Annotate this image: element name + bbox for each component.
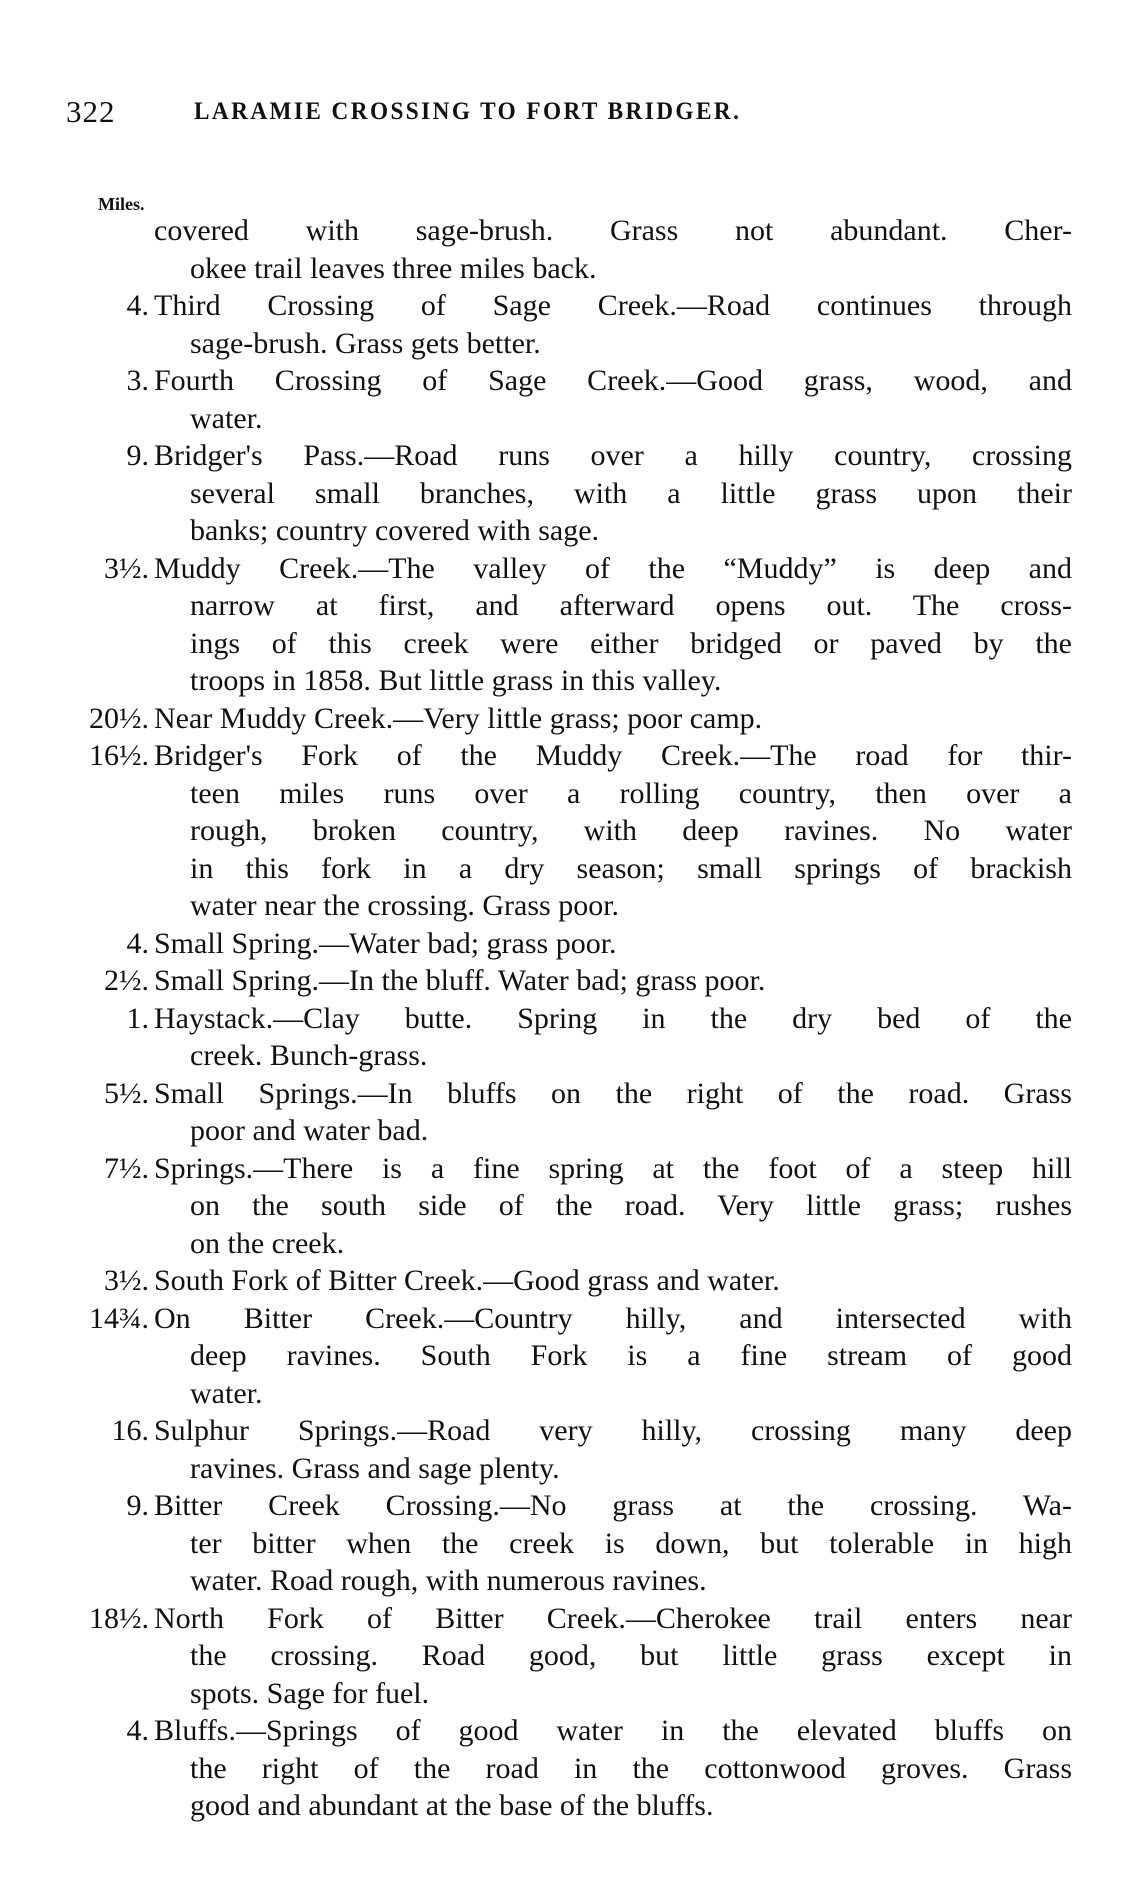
entry-text-line: ter bitter when the creek is down, but tolerable in high — [190, 1526, 1072, 1560]
itinerary-entry — [0, 1600, 1148, 1713]
itinerary-entry — [0, 287, 1148, 362]
entry-text-line: okee trail leaves three miles back. — [190, 251, 597, 285]
itinerary-entry — [0, 1712, 1148, 1825]
entry-text-line: On Bitter Creek.—Country hilly, and intersected with — [154, 1301, 1072, 1335]
entry-miles: 4. — [126, 926, 149, 960]
entry-miles: 3. — [126, 364, 149, 397]
running-header — [66, 94, 1076, 134]
entry-text-line: narrow at first, and afterward opens out. The cross- — [190, 589, 1072, 622]
page-number: 322 — [66, 94, 116, 129]
entry-text-line: Small Spring.—Water bad; grass poor. — [154, 926, 617, 960]
entry-miles: 5½. — [104, 1076, 149, 1110]
entry-text-line: water. — [190, 1376, 263, 1410]
entry-text-line: water. Road rough, with numerous ravines. — [190, 1564, 707, 1597]
entry-text-line: Small Spring.—In the bluff. Water bad; grass poor. — [154, 964, 766, 997]
entry-miles: 20½. — [89, 701, 149, 735]
entry-text-line: ravines. Grass and sage plenty. — [190, 1451, 560, 1485]
itinerary-entry — [0, 437, 1148, 550]
entry-miles: 3½. — [104, 551, 149, 585]
itinerary-entry — [0, 1300, 1148, 1413]
entry-text-line: Small Springs.—In bluffs on the right of the road. Grass — [154, 1076, 1072, 1110]
entry-text-line: deep ravines. South Fork is a fine stream of good — [190, 1339, 1072, 1372]
entry-text-line: North Fork of Bitter Creek.—Cherokee trail enters near — [154, 1601, 1072, 1635]
entry-miles: 16½. — [89, 739, 149, 772]
itinerary-entry — [0, 962, 1148, 1000]
entry-text-line: good and abundant at the base of the bluffs. — [190, 1789, 714, 1822]
entry-text-line: teen miles runs over a rolling country, then over a — [190, 776, 1072, 810]
entry-text-line: on the creek. — [190, 1226, 345, 1260]
entry-text-line: the right of the road in the cottonwood groves. Grass — [190, 1751, 1072, 1785]
itinerary-entry — [0, 737, 1148, 925]
entry-text-line: troops in 1858. But little grass in this valley. — [190, 664, 722, 697]
entry-text-line: Bridger's Pass.—Road runs over a hilly country, crossing — [154, 439, 1072, 472]
itinerary-entry — [0, 1487, 1148, 1600]
entry-text-line: South Fork of Bitter Creek.—Good grass and water. — [154, 1264, 780, 1297]
entry-text-line: creek. Bunch-grass. — [190, 1039, 428, 1072]
entry-text-line: poor and water bad. — [190, 1114, 429, 1147]
entry-text-line: on the south side of the road. Very little grass; rushes — [190, 1189, 1072, 1222]
itinerary-list — [0, 212, 1148, 1825]
itinerary-entry — [0, 925, 1148, 963]
itinerary-entry — [0, 700, 1148, 738]
entry-text-line: banks; country covered with sage. — [190, 514, 600, 547]
entry-text-line: Near Muddy Creek.—Very little grass; poor camp. — [154, 701, 763, 735]
itinerary-entry — [0, 1262, 1148, 1300]
itinerary-entry — [0, 212, 1148, 287]
entry-miles: 3½. — [104, 1264, 149, 1297]
entry-text-line: several small branches, with a little grass upon their — [190, 476, 1072, 510]
entry-text-line: water. — [190, 401, 263, 435]
entry-text-line: in this fork in a dry season; small springs of brackish — [190, 851, 1072, 885]
entry-text-line: water near the crossing. Grass poor. — [190, 889, 620, 922]
itinerary-entry — [0, 550, 1148, 700]
entry-miles: 9. — [126, 1489, 149, 1522]
entry-text-line: Bridger's Fork of the Muddy Creek.—The road for thir- — [154, 739, 1072, 772]
entry-text-line: Muddy Creek.—The valley of the “Muddy” is deep and — [154, 551, 1072, 585]
entry-text-line: rough, broken country, with deep ravines. No water — [190, 814, 1072, 847]
entry-text-line: ings of this creek were either bridged or paved by the — [190, 626, 1072, 660]
entry-miles: 2½. — [104, 964, 149, 997]
entry-text-line: spots. Sage for fuel. — [190, 1676, 430, 1710]
itinerary-entry — [0, 1150, 1148, 1263]
entry-miles: 4. — [126, 1714, 149, 1747]
entry-text-line: sage-brush. Grass gets better. — [190, 326, 541, 360]
page-title: LARAMIE CROSSING TO FORT BRIDGER. — [194, 98, 742, 125]
entry-text-line: covered with sage-brush. Grass not abundant. Cher- — [154, 214, 1072, 247]
itinerary-entry — [0, 1412, 1148, 1487]
entry-text-line: Bluffs.—Springs of good water in the elevated bluffs on — [154, 1714, 1072, 1747]
itinerary-entry — [0, 1000, 1148, 1075]
itinerary-entry — [0, 362, 1148, 437]
entry-miles: 4. — [126, 289, 149, 322]
entry-miles: 9. — [126, 439, 149, 472]
entry-text-line: Springs.—There is a fine spring at the foot of a steep hill — [154, 1151, 1072, 1185]
itinerary-entry — [0, 1075, 1148, 1150]
entry-miles: 1. — [126, 1001, 149, 1035]
entry-miles: 16. — [111, 1414, 149, 1447]
miles-column-label: Miles. — [98, 194, 145, 214]
entry-text-line: Fourth Crossing of Sage Creek.—Good grass, wood, and — [154, 364, 1072, 397]
entry-text-line: the crossing. Road good, but little grass except in — [190, 1639, 1072, 1672]
entry-text-line: Sulphur Springs.—Road very hilly, crossing many deep — [154, 1414, 1072, 1447]
entry-text-line: Bitter Creek Crossing.—No grass at the crossing. Wa- — [154, 1489, 1072, 1522]
entry-miles: 7½. — [104, 1151, 149, 1185]
entry-text-line: Haystack.—Clay butte. Spring in the dry bed of the — [154, 1001, 1072, 1035]
entry-text-line: Third Crossing of Sage Creek.—Road continues through — [154, 289, 1072, 322]
entry-miles: 18½. — [89, 1601, 149, 1635]
entry-miles: 14¾. — [89, 1301, 149, 1335]
